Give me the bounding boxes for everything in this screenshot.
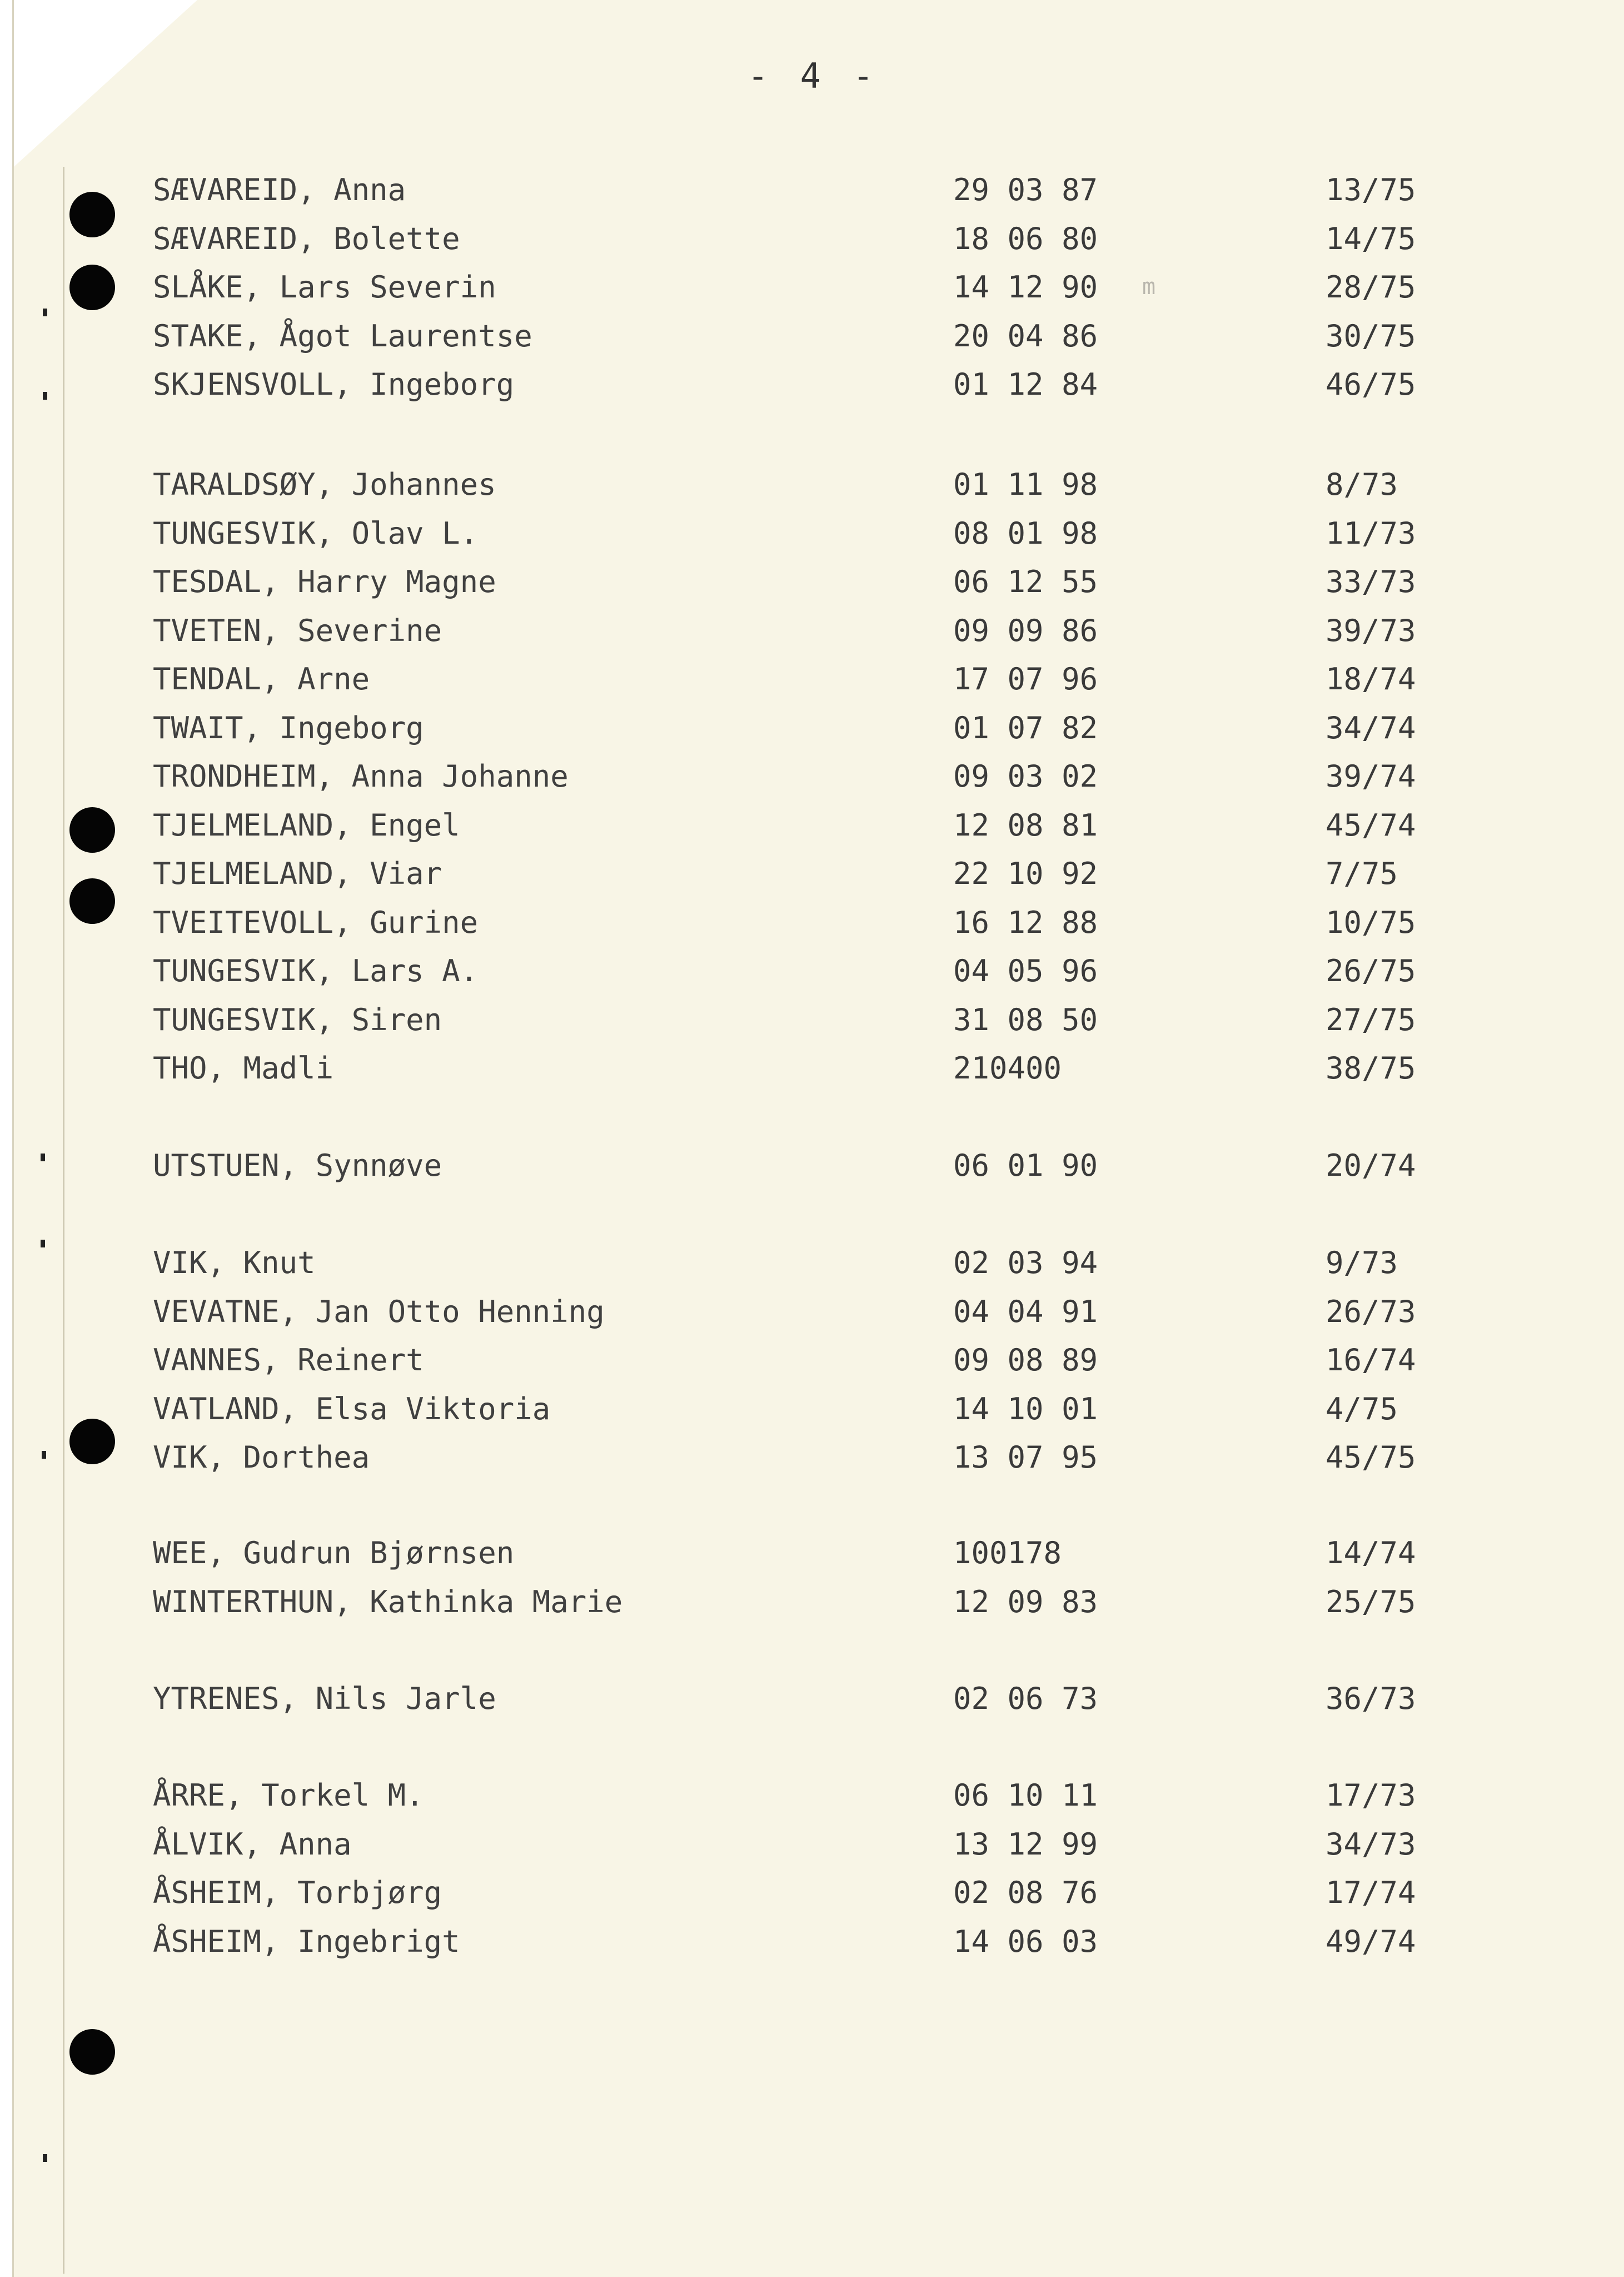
person-name: SKJENSVOLL, Ingeborg bbox=[153, 367, 515, 402]
case-ref: 4/75 bbox=[1326, 1391, 1398, 1426]
birth-date: 09 03 02 bbox=[953, 759, 1098, 794]
birth-date: 02 03 94 bbox=[953, 1245, 1098, 1280]
person-name: ÅSHEIM, Ingebrigt bbox=[153, 1923, 460, 1959]
case-ref: 25/75 bbox=[1326, 1584, 1416, 1619]
document-page bbox=[12, 0, 1624, 2277]
case-ref: 20/74 bbox=[1326, 1148, 1416, 1183]
list-row bbox=[14, 1771, 1624, 1820]
person-name: VIK, Knut bbox=[153, 1245, 316, 1280]
person-name: YTRENES, Nils Jarle bbox=[153, 1681, 496, 1716]
person-name: VIK, Dorthea bbox=[153, 1440, 370, 1475]
list-row bbox=[14, 166, 1624, 215]
birth-date: 16 12 88 bbox=[953, 904, 1098, 940]
person-name: STAKE, Ågot Laurentse bbox=[153, 318, 532, 354]
birth-date: 14 06 03 bbox=[953, 1923, 1098, 1959]
case-ref: 45/75 bbox=[1326, 1440, 1416, 1475]
case-ref: 39/73 bbox=[1326, 613, 1416, 648]
person-name: TUNGESVIK, Lars A. bbox=[153, 953, 479, 988]
list-row bbox=[14, 655, 1624, 704]
case-ref: 7/75 bbox=[1326, 856, 1398, 891]
group-y bbox=[14, 1674, 1624, 1723]
list-row bbox=[14, 360, 1624, 409]
group-w bbox=[14, 1529, 1624, 1626]
person-name: TJELMELAND, Engel bbox=[153, 807, 460, 843]
birth-date: 210400 bbox=[953, 1051, 1062, 1086]
person-name: SÆVAREID, Anna bbox=[153, 172, 406, 207]
group-u bbox=[14, 1141, 1624, 1190]
birth-date: 01 11 98 bbox=[953, 467, 1098, 502]
case-ref: 8/73 bbox=[1326, 467, 1398, 502]
list-row bbox=[14, 1141, 1624, 1190]
case-ref: 14/75 bbox=[1326, 221, 1416, 256]
birth-date: 12 08 81 bbox=[953, 807, 1098, 843]
birth-date: 31 08 50 bbox=[953, 1002, 1098, 1037]
person-name: WEE, Gudrun Bjørnsen bbox=[153, 1535, 515, 1570]
list-row bbox=[14, 704, 1624, 753]
person-name: SLÅKE, Lars Severin bbox=[153, 270, 496, 305]
birth-date: 18 06 80 bbox=[953, 221, 1098, 256]
person-name: TRONDHEIM, Anna Johanne bbox=[153, 759, 569, 794]
case-ref: 17/74 bbox=[1326, 1875, 1416, 1910]
list-row bbox=[14, 1239, 1624, 1287]
birth-date: 04 05 96 bbox=[953, 953, 1098, 988]
case-ref: 38/75 bbox=[1326, 1051, 1416, 1086]
birth-date: 22 10 92 bbox=[953, 856, 1098, 891]
case-ref: 16/74 bbox=[1326, 1343, 1416, 1378]
case-ref: 45/74 bbox=[1326, 807, 1416, 843]
list-row bbox=[14, 509, 1624, 558]
birth-date: 17 07 96 bbox=[953, 662, 1098, 697]
list-row bbox=[14, 215, 1624, 264]
person-name: VATLAND, Elsa Viktoria bbox=[153, 1391, 551, 1426]
birth-date: 100178 bbox=[953, 1535, 1062, 1570]
birth-date: 06 01 90 bbox=[953, 1148, 1098, 1183]
person-name: TUNGESVIK, Olav L. bbox=[153, 515, 479, 551]
case-ref: 9/73 bbox=[1326, 1245, 1398, 1280]
list-row bbox=[14, 1287, 1624, 1336]
person-name: VANNES, Reinert bbox=[153, 1343, 424, 1378]
person-name: TVEITEVOLL, Gurine bbox=[153, 904, 479, 940]
person-name: SÆVAREID, Bolette bbox=[153, 221, 460, 256]
list-row bbox=[14, 801, 1624, 850]
group-aa bbox=[14, 1771, 1624, 1966]
birth-date: 20 04 86 bbox=[953, 318, 1098, 354]
folded-corner bbox=[14, 0, 197, 167]
person-name: TENDAL, Arne bbox=[153, 662, 370, 697]
list-row bbox=[14, 1820, 1624, 1869]
case-ref: 10/75 bbox=[1326, 904, 1416, 940]
birth-date: 09 09 86 bbox=[953, 613, 1098, 648]
person-name: ÅRRE, Torkel M. bbox=[153, 1778, 424, 1813]
list-row bbox=[14, 460, 1624, 509]
list-row bbox=[14, 849, 1624, 898]
case-ref: 33/73 bbox=[1326, 564, 1416, 599]
person-name: UTSTUEN, Synnøve bbox=[153, 1148, 442, 1183]
list-row bbox=[14, 1336, 1624, 1385]
person-name: TESDAL, Harry Magne bbox=[153, 564, 496, 599]
list-row bbox=[14, 996, 1624, 1045]
birth-date: 06 12 55 bbox=[953, 564, 1098, 599]
list-row bbox=[14, 1917, 1624, 1966]
case-ref: 18/74 bbox=[1326, 662, 1416, 697]
birth-date: 14 10 01 bbox=[953, 1391, 1098, 1426]
case-ref: 27/75 bbox=[1326, 1002, 1416, 1037]
group-v bbox=[14, 1239, 1624, 1482]
birth-date: 01 07 82 bbox=[953, 710, 1098, 745]
case-ref: 34/74 bbox=[1326, 710, 1416, 745]
birth-date: 01 12 84 bbox=[953, 367, 1098, 402]
list-row bbox=[14, 1529, 1624, 1578]
list-row bbox=[14, 312, 1624, 361]
list-row bbox=[14, 606, 1624, 655]
person-name: TJELMELAND, Viar bbox=[153, 856, 442, 891]
margin-mark bbox=[43, 2154, 47, 2162]
person-name: TWAIT, Ingeborg bbox=[153, 710, 424, 745]
case-ref: 34/73 bbox=[1326, 1826, 1416, 1862]
person-name: TARALDSØY, Johannes bbox=[153, 467, 496, 502]
case-ref: 36/73 bbox=[1326, 1681, 1416, 1716]
list-row bbox=[14, 1044, 1624, 1093]
birth-date: 13 07 95 bbox=[953, 1440, 1098, 1475]
birth-date: 13 12 99 bbox=[953, 1826, 1098, 1862]
list-row bbox=[14, 947, 1624, 996]
case-ref: 30/75 bbox=[1326, 318, 1416, 354]
list-row bbox=[14, 263, 1624, 312]
person-name: ÅSHEIM, Torbjørg bbox=[153, 1875, 442, 1910]
list-row bbox=[14, 558, 1624, 606]
group-t bbox=[14, 460, 1624, 1093]
person-name: THO, Madli bbox=[153, 1051, 334, 1086]
case-ref: 11/73 bbox=[1326, 515, 1416, 551]
faint-mark: m bbox=[1142, 274, 1156, 300]
list-row bbox=[14, 1578, 1624, 1627]
case-ref: 39/74 bbox=[1326, 759, 1416, 794]
case-ref: 14/74 bbox=[1326, 1535, 1416, 1570]
list-row bbox=[14, 1868, 1624, 1917]
list-row bbox=[14, 1385, 1624, 1434]
person-name: VEVATNE, Jan Otto Henning bbox=[153, 1294, 605, 1329]
birth-date: 02 06 73 bbox=[953, 1681, 1098, 1716]
case-ref: 28/75 bbox=[1326, 270, 1416, 305]
list-row bbox=[14, 752, 1624, 801]
birth-date: 08 01 98 bbox=[953, 515, 1098, 551]
person-name: TVETEN, Severine bbox=[153, 613, 442, 648]
case-ref: 46/75 bbox=[1326, 367, 1416, 402]
case-ref: 49/74 bbox=[1326, 1923, 1416, 1959]
person-name: ÅLVIK, Anna bbox=[153, 1826, 352, 1862]
birth-date: 09 08 89 bbox=[953, 1343, 1098, 1378]
list-row bbox=[14, 898, 1624, 947]
case-ref: 26/73 bbox=[1326, 1294, 1416, 1329]
birth-date: 06 10 11 bbox=[953, 1778, 1098, 1813]
birth-date: 12 09 83 bbox=[953, 1584, 1098, 1619]
birth-date: 02 08 76 bbox=[953, 1875, 1098, 1910]
birth-date: 14 12 90 bbox=[953, 270, 1098, 305]
list-row bbox=[14, 1674, 1624, 1723]
case-ref: 26/75 bbox=[1326, 953, 1416, 988]
group-s bbox=[14, 166, 1624, 409]
case-ref: 17/73 bbox=[1326, 1778, 1416, 1813]
page-number: - 4 - bbox=[748, 56, 879, 96]
punch-hole-6 bbox=[69, 2029, 115, 2075]
list-row bbox=[14, 1433, 1624, 1482]
person-name: TUNGESVIK, Siren bbox=[153, 1002, 442, 1037]
birth-date: 04 04 91 bbox=[953, 1294, 1098, 1329]
case-ref: 13/75 bbox=[1326, 172, 1416, 207]
birth-date: 29 03 87 bbox=[953, 172, 1098, 207]
person-name: WINTERTHUN, Kathinka Marie bbox=[153, 1584, 623, 1619]
